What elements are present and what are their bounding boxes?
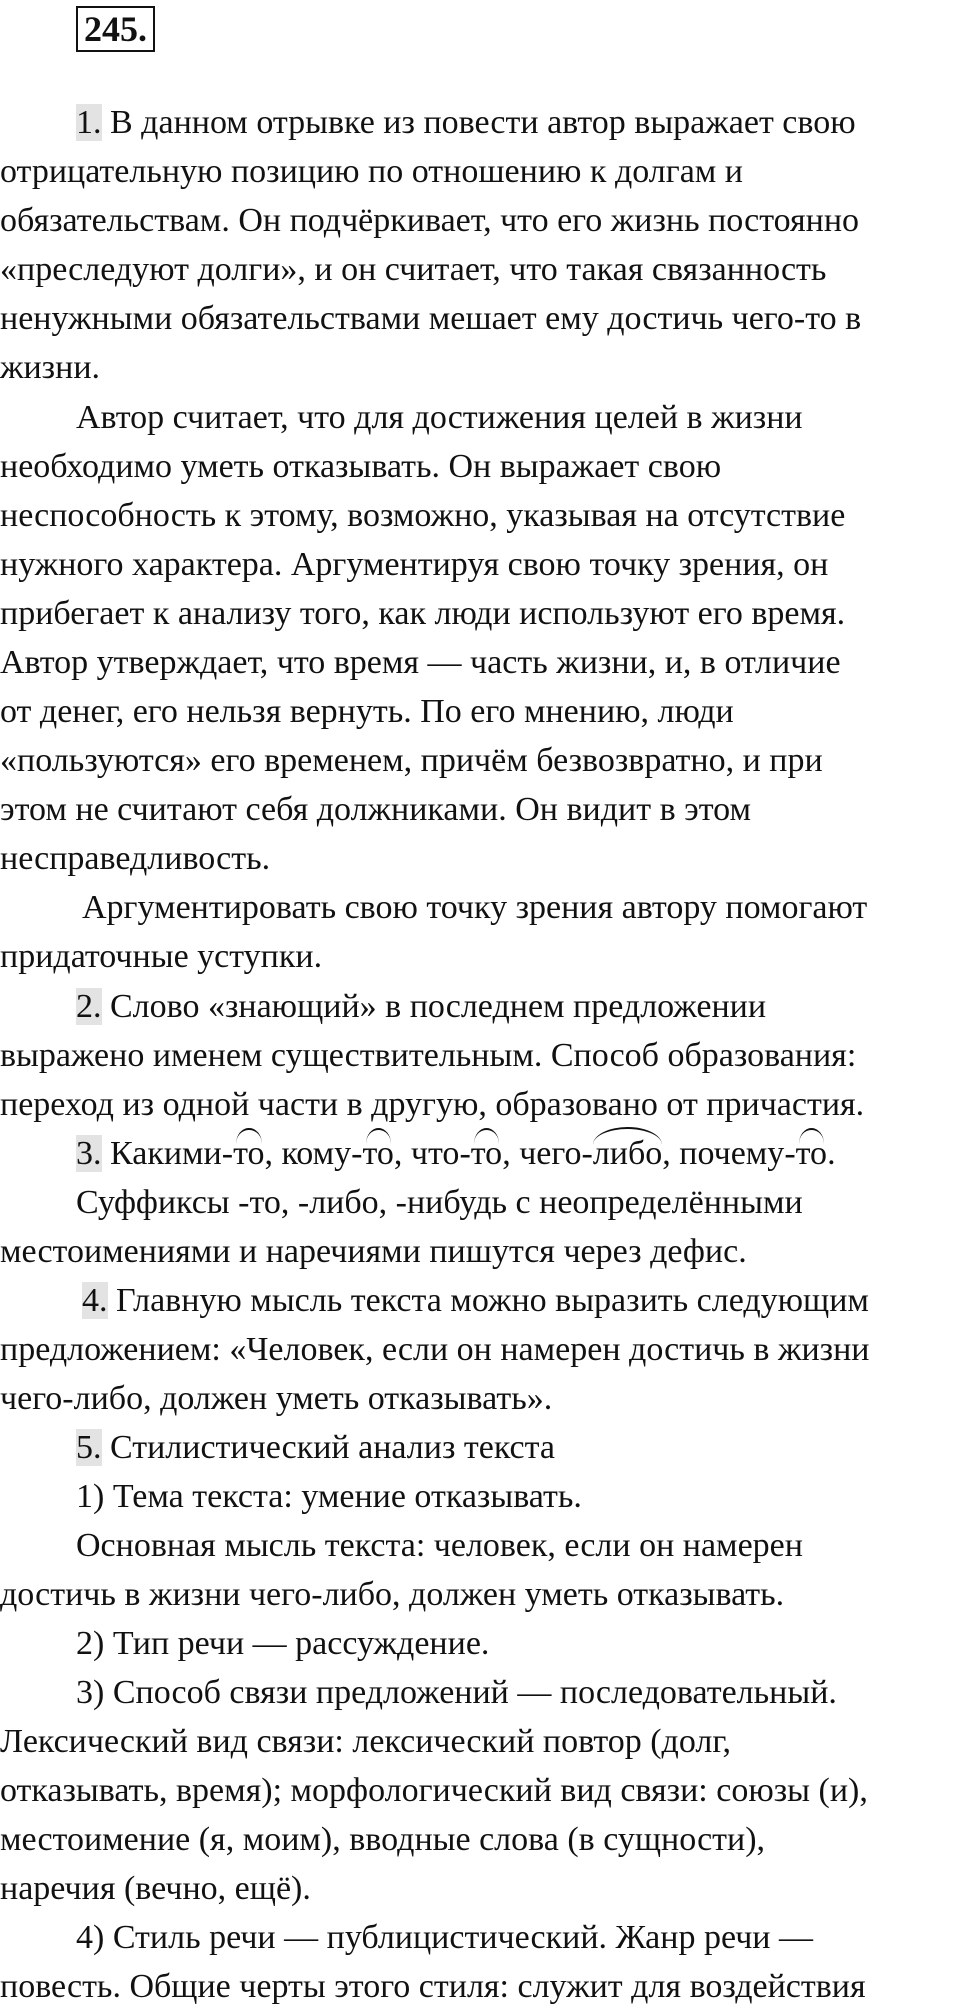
suffix-arc-mark: то	[362, 1135, 394, 1172]
text-line: «пользуются» его временем, причём безвозвратно, и при	[0, 742, 823, 779]
item-number: 3.	[76, 1135, 102, 1172]
text-line: обязательствам. Он подчёркивает, что его жизнь постоянно	[0, 202, 860, 239]
text-line: 3) Способ связи предложений — последовательный.	[76, 1674, 837, 1711]
hyphen: -	[581, 1135, 593, 1172]
hyphen: -	[459, 1135, 471, 1172]
hyphen: -	[784, 1135, 796, 1172]
task-number: 245.	[76, 6, 155, 52]
text-line: 1) Тема текста: умение отказывать.	[76, 1478, 582, 1515]
item-number: 1.	[76, 104, 102, 141]
suffix-arc-mark: то	[795, 1135, 828, 1172]
text-line: 4) Стиль речи — публицистический. Жанр речи —	[76, 1919, 813, 1956]
text-line: Автор утверждает, что время — часть жизни, и, в отличие	[0, 644, 841, 681]
text-line: Основная мысль текста: человек, если он намерен	[76, 1527, 803, 1564]
item-number: 4.	[82, 1282, 108, 1319]
text-line: чего-либо, должен уметь отказывать».	[0, 1380, 553, 1417]
text-line: жизни.	[0, 349, 101, 386]
suffix-arc-mark: то	[470, 1135, 503, 1172]
word-stem: чего	[519, 1135, 582, 1172]
text-line: переход из одной части в другую, образовано от причастия.	[0, 1086, 865, 1123]
item-number: 2.	[76, 988, 102, 1025]
text-line: ненужными обязательствами мешает ему достичь чего-то в	[0, 300, 862, 337]
text-line: 1. В данном отрывке из повести автор выражает свою	[76, 104, 856, 141]
text-line: местоимениями и наречиями пишутся через дефис.	[0, 1233, 747, 1270]
hyphen: -	[221, 1135, 234, 1172]
text-line: отказывать, время); морфологический вид связи: союзы (и),	[0, 1772, 868, 1809]
word-stem: что	[410, 1135, 460, 1172]
text-line: несправедливость.	[0, 840, 271, 877]
word-stem: Какими	[101, 1135, 222, 1172]
text-line: необходимо уметь отказывать. Он выражает свою	[0, 448, 722, 485]
text-line: нужного характера. Аргументируя свою точку зрения, он	[0, 546, 829, 583]
text-line: этом не считают себя должниками. Он видит в этом	[0, 791, 752, 828]
text-line: достичь в жизни чего-либо, должен уметь отказывать.	[0, 1576, 785, 1613]
text-line: местоимение (я, моим), вводные слова (в сущности),	[0, 1821, 766, 1858]
text-line: Аргументировать свою точку зрения автору помогают	[82, 889, 868, 926]
text-line: придаточные уступки.	[0, 938, 323, 975]
text-line: 2) Тип речи — рассуждение.	[76, 1625, 490, 1662]
text-line: предложением: «Человек, если он намерен достичь в жизни	[0, 1331, 870, 1368]
text-line: «преследуют долги», и он считает, что такая связанность	[0, 251, 827, 288]
text-line: прибегает к анализу того, как люди используют его время.	[0, 595, 846, 632]
text-line: выражено именем существительным. Способ образования:	[0, 1037, 857, 1074]
text-line: 2. Слово «знающий» в последнем предложении	[76, 988, 767, 1025]
hyphen: -	[351, 1135, 363, 1172]
text-line: неспособность к этому, возможно, указывая на отсутствие	[0, 497, 846, 534]
word-stem: кому	[281, 1135, 352, 1172]
text-line: 4. Главную мысль текста можно выразить следующим	[82, 1282, 869, 1319]
item-number: 5.	[76, 1429, 102, 1466]
word-stem: почему	[679, 1135, 785, 1172]
text-line: повесть. Общие черты этого стиля: служит для воздействия	[0, 1968, 866, 2005]
text-line: наречия (вечно, ещё).	[0, 1870, 311, 1907]
suffix-arc-mark: либо	[592, 1135, 663, 1172]
text-line: 5. Стилистический анализ текста	[76, 1429, 555, 1466]
suffix-arc-mark: то	[233, 1135, 265, 1172]
morpheme-line: 3. Какими-то, кому-то, что-то, чего-либо, почему-то.	[76, 1135, 836, 1172]
text-line: отрицательную позицию по отношению к долгам и	[0, 153, 744, 190]
text-line: Автор считает, что для достижения целей в жизни	[76, 399, 803, 436]
text-line: от денег, его нельзя вернуть. По его мнению, люди	[0, 693, 734, 730]
text-line: Суффиксы -то, -либо, -нибудь с неопределёнными	[76, 1184, 803, 1221]
text-line: Лексический вид связи: лексический повтор (долг,	[0, 1723, 731, 1760]
